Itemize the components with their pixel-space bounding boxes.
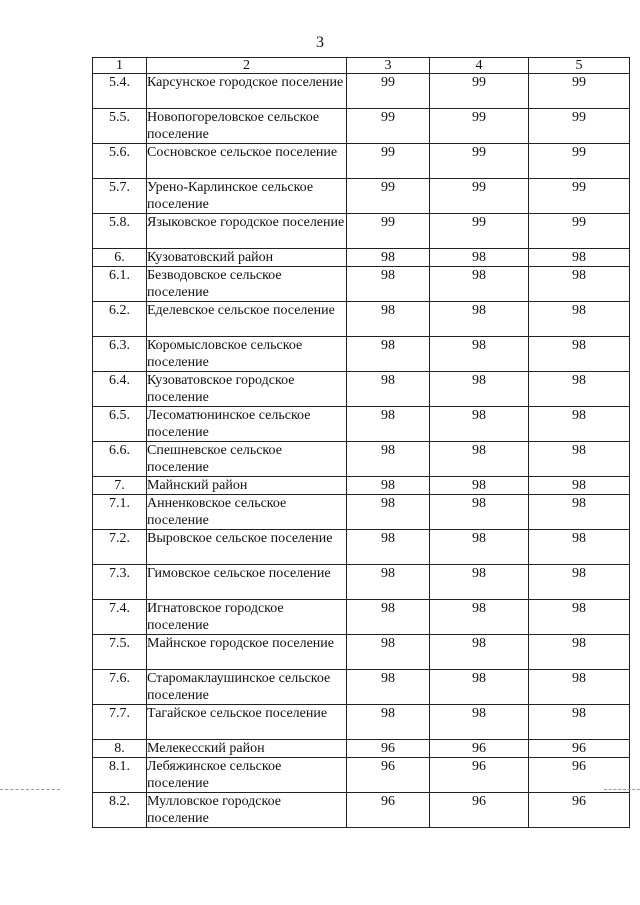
table-row bbox=[93, 565, 630, 600]
column-header: 3 bbox=[347, 58, 430, 74]
row-name-cell: Мелекесский район bbox=[147, 740, 347, 758]
row-name-cell: Гимовское сельское поселение bbox=[147, 565, 347, 600]
value-cell-5: 98 bbox=[529, 407, 630, 442]
row-name-cell: Кузоватовское городское поселение bbox=[147, 372, 347, 407]
value-cell-3: 98 bbox=[347, 372, 430, 407]
row-name-cell: Выровское сельское поселение bbox=[147, 530, 347, 565]
value-cell-4: 96 bbox=[430, 740, 529, 758]
row-name-cell: Коромысловское сельское поселение bbox=[147, 337, 347, 372]
row-name-cell: Тагайское сельское поселение bbox=[147, 705, 347, 740]
row-number-cell: 5.5. bbox=[93, 109, 147, 144]
value-cell-3: 98 bbox=[347, 477, 430, 495]
value-cell-5: 98 bbox=[529, 705, 630, 740]
table-row bbox=[93, 267, 630, 302]
value-cell-4: 98 bbox=[430, 495, 529, 530]
value-cell-4: 98 bbox=[430, 267, 529, 302]
value-cell-4: 98 bbox=[430, 670, 529, 705]
value-cell-4: 99 bbox=[430, 179, 529, 214]
row-number-cell: 7.4. bbox=[93, 600, 147, 635]
value-cell-5: 98 bbox=[529, 372, 630, 407]
row-name-cell: Еделевское сельское поселение bbox=[147, 302, 347, 337]
value-cell-3: 98 bbox=[347, 600, 430, 635]
table-row bbox=[93, 407, 630, 442]
value-cell-4: 98 bbox=[430, 249, 529, 267]
table-row bbox=[93, 109, 630, 144]
table-row bbox=[93, 600, 630, 635]
row-number-cell: 6.3. bbox=[93, 337, 147, 372]
row-number-cell: 5.6. bbox=[93, 144, 147, 179]
value-cell-3: 98 bbox=[347, 530, 430, 565]
value-cell-4: 98 bbox=[430, 705, 529, 740]
value-cell-4: 99 bbox=[430, 74, 529, 109]
row-number-cell: 8. bbox=[93, 740, 147, 758]
page-number: 3 bbox=[316, 34, 324, 51]
value-cell-4: 98 bbox=[430, 302, 529, 337]
table-row bbox=[93, 670, 630, 705]
value-cell-3: 99 bbox=[347, 74, 430, 109]
row-number-cell: 5.7. bbox=[93, 179, 147, 214]
value-cell-5: 99 bbox=[529, 214, 630, 249]
row-number-cell: 7.5. bbox=[93, 635, 147, 670]
column-header: 1 bbox=[93, 58, 147, 74]
table-row bbox=[93, 337, 630, 372]
data-table bbox=[92, 57, 630, 828]
value-cell-3: 99 bbox=[347, 179, 430, 214]
table-row bbox=[93, 179, 630, 214]
value-cell-5: 99 bbox=[529, 109, 630, 144]
table-row bbox=[93, 442, 630, 477]
row-name-cell: Урено-Карлинское сельское поселение bbox=[147, 179, 347, 214]
value-cell-4: 96 bbox=[430, 758, 529, 793]
value-cell-4: 99 bbox=[430, 144, 529, 179]
row-number-cell: 8.2. bbox=[93, 793, 147, 828]
value-cell-4: 98 bbox=[430, 600, 529, 635]
row-number-cell: 6.1. bbox=[93, 267, 147, 302]
row-number-cell: 6.5. bbox=[93, 407, 147, 442]
row-number-cell: 6. bbox=[93, 249, 147, 267]
value-cell-5: 98 bbox=[529, 302, 630, 337]
column-header: 2 bbox=[147, 58, 347, 74]
row-number-cell: 6.2. bbox=[93, 302, 147, 337]
table-row bbox=[93, 74, 630, 109]
value-cell-3: 99 bbox=[347, 109, 430, 144]
value-cell-5: 98 bbox=[529, 530, 630, 565]
value-cell-5: 98 bbox=[529, 249, 630, 267]
value-cell-5: 98 bbox=[529, 670, 630, 705]
value-cell-3: 96 bbox=[347, 793, 430, 828]
value-cell-3: 98 bbox=[347, 495, 430, 530]
table-row bbox=[93, 635, 630, 670]
value-cell-4: 98 bbox=[430, 477, 529, 495]
value-cell-5: 99 bbox=[529, 179, 630, 214]
table-row bbox=[93, 495, 630, 530]
row-number-cell: 7.2. bbox=[93, 530, 147, 565]
value-cell-3: 99 bbox=[347, 144, 430, 179]
row-number-cell: 5.8. bbox=[93, 214, 147, 249]
value-cell-3: 98 bbox=[347, 407, 430, 442]
value-cell-5: 98 bbox=[529, 267, 630, 302]
table-row bbox=[93, 214, 630, 249]
value-cell-5: 98 bbox=[529, 635, 630, 670]
value-cell-3: 98 bbox=[347, 442, 430, 477]
row-number-cell: 6.4. bbox=[93, 372, 147, 407]
row-number-cell: 7.6. bbox=[93, 670, 147, 705]
value-cell-5: 98 bbox=[529, 600, 630, 635]
row-name-cell: Игнатовское городское поселение bbox=[147, 600, 347, 635]
value-cell-4: 99 bbox=[430, 214, 529, 249]
row-name-cell: Карсунское городское поселение bbox=[147, 74, 347, 109]
row-name-cell: Лесоматюнинское сельское поселение bbox=[147, 407, 347, 442]
row-number-cell: 5.4. bbox=[93, 74, 147, 109]
table-row bbox=[93, 249, 630, 267]
value-cell-5: 99 bbox=[529, 144, 630, 179]
value-cell-4: 99 bbox=[430, 109, 529, 144]
value-cell-3: 98 bbox=[347, 670, 430, 705]
row-name-cell: Майнское городское поселение bbox=[147, 635, 347, 670]
value-cell-4: 98 bbox=[430, 337, 529, 372]
value-cell-4: 98 bbox=[430, 407, 529, 442]
row-name-cell: Анненковское сельское поселение bbox=[147, 495, 347, 530]
table-row bbox=[93, 302, 630, 337]
row-name-cell: Языковское городское поселение bbox=[147, 214, 347, 249]
table-row bbox=[93, 740, 630, 758]
value-cell-3: 96 bbox=[347, 740, 430, 758]
scan-mark bbox=[0, 789, 60, 790]
row-name-cell: Старомаклаушинское сельское поселение bbox=[147, 670, 347, 705]
value-cell-5: 99 bbox=[529, 74, 630, 109]
row-name-cell: Безводовское сельское поселение bbox=[147, 267, 347, 302]
row-name-cell: Спешневское сельское поселение bbox=[147, 442, 347, 477]
value-cell-5: 96 bbox=[529, 758, 630, 793]
value-cell-4: 98 bbox=[430, 565, 529, 600]
value-cell-3: 98 bbox=[347, 337, 430, 372]
row-name-cell: Сосновское сельское поселение bbox=[147, 144, 347, 179]
table-header-row bbox=[93, 58, 630, 74]
value-cell-3: 98 bbox=[347, 565, 430, 600]
row-number-cell: 7.3. bbox=[93, 565, 147, 600]
value-cell-5: 98 bbox=[529, 477, 630, 495]
row-name-cell: Лебяжинское сельское поселение bbox=[147, 758, 347, 793]
scan-mark bbox=[604, 789, 640, 790]
value-cell-3: 98 bbox=[347, 302, 430, 337]
row-name-cell: Кузоватовский район bbox=[147, 249, 347, 267]
value-cell-3: 96 bbox=[347, 758, 430, 793]
table-row bbox=[93, 144, 630, 179]
value-cell-5: 96 bbox=[529, 793, 630, 828]
value-cell-3: 98 bbox=[347, 249, 430, 267]
row-number-cell: 7. bbox=[93, 477, 147, 495]
row-number-cell: 7.7. bbox=[93, 705, 147, 740]
value-cell-3: 99 bbox=[347, 214, 430, 249]
value-cell-3: 98 bbox=[347, 635, 430, 670]
value-cell-4: 96 bbox=[430, 793, 529, 828]
row-number-cell: 6.6. bbox=[93, 442, 147, 477]
table-row bbox=[93, 705, 630, 740]
value-cell-5: 98 bbox=[529, 337, 630, 372]
row-number-cell: 7.1. bbox=[93, 495, 147, 530]
value-cell-5: 98 bbox=[529, 442, 630, 477]
row-name-cell: Майнский район bbox=[147, 477, 347, 495]
value-cell-4: 98 bbox=[430, 442, 529, 477]
column-header: 5 bbox=[529, 58, 630, 74]
value-cell-5: 98 bbox=[529, 565, 630, 600]
row-name-cell: Новопогореловское сельское поселение bbox=[147, 109, 347, 144]
value-cell-5: 98 bbox=[529, 495, 630, 530]
value-cell-4: 98 bbox=[430, 530, 529, 565]
value-cell-4: 98 bbox=[430, 635, 529, 670]
row-name-cell: Мулловское городское поселение bbox=[147, 793, 347, 828]
column-header: 4 bbox=[430, 58, 529, 74]
value-cell-3: 98 bbox=[347, 705, 430, 740]
value-cell-4: 98 bbox=[430, 372, 529, 407]
table-row bbox=[93, 372, 630, 407]
table-row bbox=[93, 477, 630, 495]
value-cell-5: 96 bbox=[529, 740, 630, 758]
table-row bbox=[93, 530, 630, 565]
row-number-cell: 8.1. bbox=[93, 758, 147, 793]
value-cell-3: 98 bbox=[347, 267, 430, 302]
table-row bbox=[93, 793, 630, 828]
table-row bbox=[93, 758, 630, 793]
